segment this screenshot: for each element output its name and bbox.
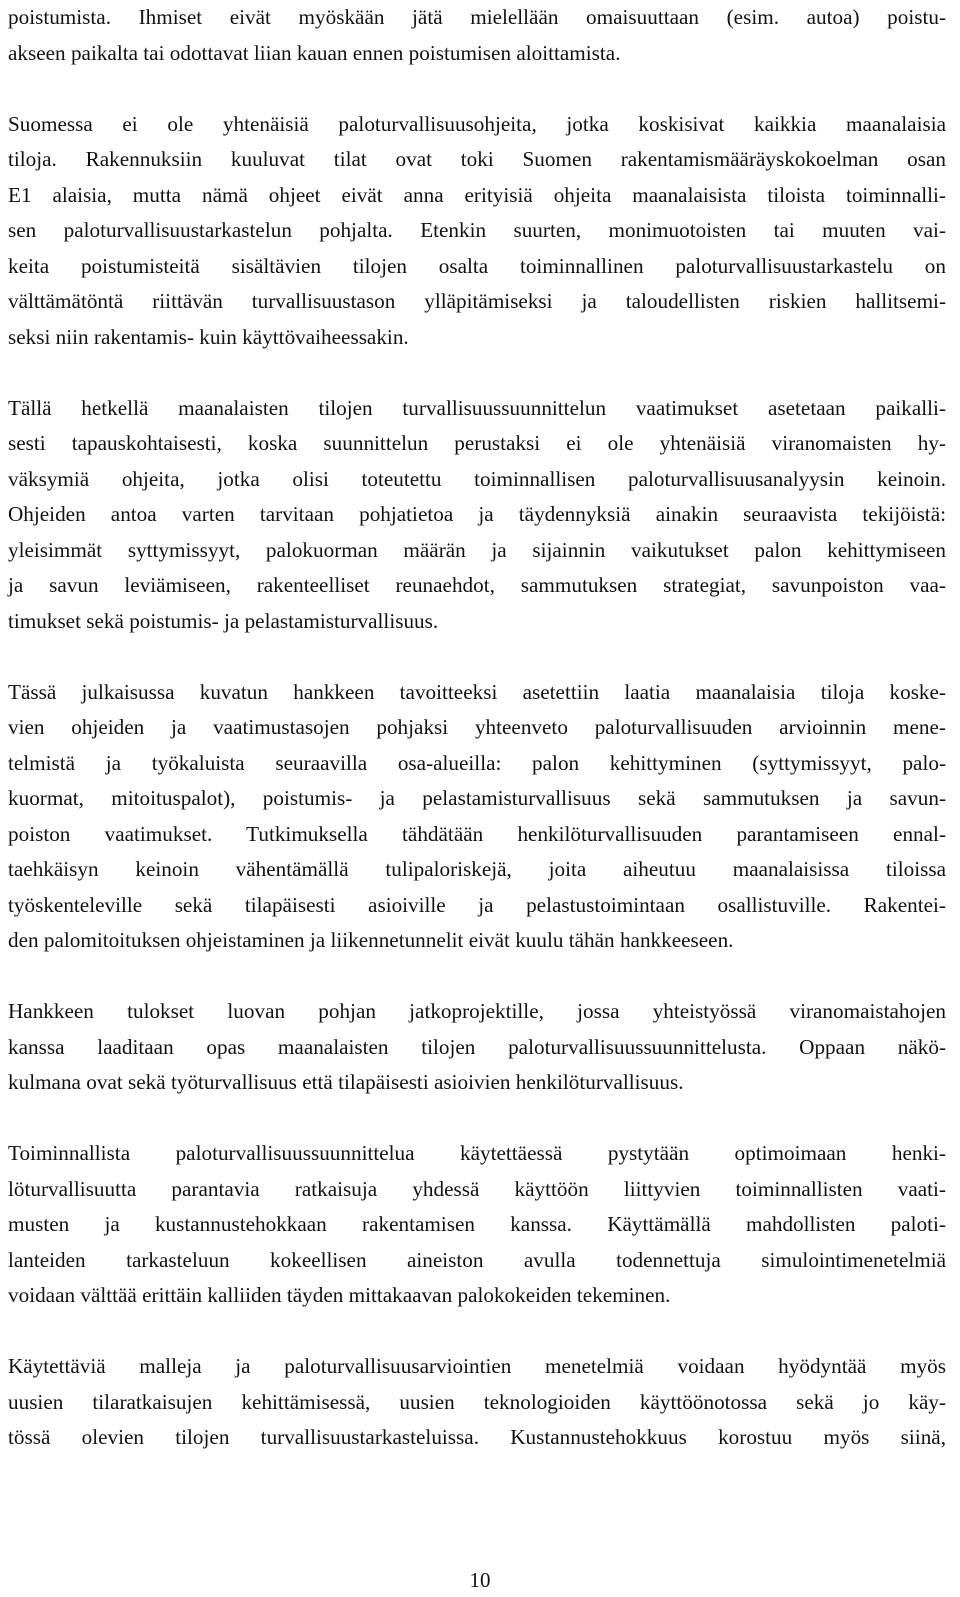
paragraph-gap [8, 639, 946, 675]
text-line: den palomitoituksen ohjeistaminen ja liikennetunnelit eivät kuulu tähän hankkeeseen. [8, 928, 734, 952]
text-line: seksi niin rakentamis- kuin käyttövaiheessakin. [8, 324, 409, 349]
text-line: taehkäisyn keinoin vähentämällä tulipaloriskejä, joita aiheutuu maanalaisissa tiloissa [8, 857, 946, 881]
text-line: timukset sekä poistumis- ja pelastamisturvallisuus. [8, 608, 439, 633]
text-line: ja savun leviämiseen, rakenteelliset reunaehdot, sammutuksen strategiat, savunpoiston vaa- [8, 573, 946, 597]
text-line: sen paloturvallisuustarkastelun pohjalta. Etenkin suurten, monimuotoisten tai muuten vai- [8, 218, 946, 242]
text-line: Ohjeiden antoa varten tarvitaan pohjatietoa ja täydennyksiä ainakin seuraavista tekijöistä: [8, 502, 946, 526]
text-line: E1 alaisia, mutta nämä ohjeet eivät anna erityisiä ohjeita maanalaisista tiloista toiminnalli- [8, 182, 946, 207]
paragraph-7 [8, 1349, 946, 1456]
text-line: tiloja. Rakennuksiin kuuluvat tilat ovat toki Suomen rakentamismääräyskokoelman osan [8, 147, 946, 171]
text-line: lanteiden tarkasteluun kokeellisen aineiston avulla todennettuja simulointimenetelmiä [8, 1247, 946, 1272]
text-line: kanssa laaditaan opas maanalaisten tilojen paloturvallisuussuunnittelusta. Oppaan näkö- [8, 1034, 946, 1059]
text-line: Tällä hetkellä maanalaisten tilojen turvallisuussuunnittelun vaatimukset asetetaan paikalli- [8, 395, 946, 420]
text-line: väksymiä ohjeita, jotka olisi toteutettu toiminnallisen paloturvallisuusanalyysin keinoin. [8, 466, 946, 491]
text-line: keita poistumisteitä sisältävien tilojen osalta toiminnallinen paloturvallisuustarkastelu on [8, 253, 946, 278]
text-line: Hankkeen tulokset luovan pohjan jatkoprojektille, jossa yhteistyössä viranomaistahojen [8, 999, 946, 1023]
paragraph-1 [8, 0, 946, 71]
text-line: Tässä julkaisussa kuvatun hankkeen tavoitteeksi asetettiin laatia maanalaisia tiloja koske- [8, 679, 946, 704]
text-line: yleisimmät syttymissyyt, palokuorman määrän ja sijainnin vaikutukset palon kehittymiseen [8, 537, 946, 562]
text-line: Käytettäviä malleja ja paloturvallisuusarviointien menetelmiä voidaan hyödyntää myös [8, 1354, 946, 1378]
paragraph-4 [8, 675, 946, 959]
text-line: vien ohjeiden ja vaatimustasojen pohjaksi yhteenveto paloturvallisuuden arvioinnin mene- [8, 715, 946, 739]
text-line: välttämätöntä riittävän turvallisuustason ylläpitämiseksi ja taloudellisten riskien hallitsemi- [8, 289, 946, 313]
document-page [8, 0, 946, 1456]
text-line: poiston vaatimukset. Tutkimuksella tähdätään henkilöturvallisuuden parantamiseen ennal- [8, 821, 946, 846]
paragraph-5 [8, 994, 946, 1101]
paragraph-gap [8, 959, 946, 995]
text-line: uusien tilaratkaisujen kehittämisessä, uusien teknologioiden käyttöönotossa sekä jo käy- [8, 1389, 946, 1414]
text-line: löturvallisuutta parantavia ratkaisuja yhdessä käyttöön liittyvien toiminnallisten vaati- [8, 1176, 946, 1201]
paragraph-gap [8, 1314, 946, 1350]
text-line: telmistä ja työkaluista seuraavilla osa-alueilla: palon kehittyminen (syttymissyyt, palo- [8, 750, 946, 775]
text-line: poistumista. Ihmiset eivät myöskään jätä mielellään omaisuuttaan (esim. autoa) poistu- [8, 5, 946, 29]
text-line: voidaan välttää erittäin kalliiden täyden mittakaavan palokokeiden tekeminen. [8, 1283, 671, 1307]
paragraph-gap [8, 355, 946, 391]
text-line: tössä olevien tilojen turvallisuustarkasteluissa. Kustannustehokkuus korostuu myös siinä, [8, 1425, 946, 1449]
text-line: Toiminnallista paloturvallisuussuunnittelua käytettäessä pystytään optimoimaan henki- [8, 1141, 946, 1165]
paragraph-gap [8, 71, 946, 107]
text-line: musten ja kustannustehokkaan rakentamisen kanssa. Käyttämällä mahdollisten paloti- [8, 1212, 946, 1236]
text-line: akseen paikalta tai odottavat liian kauan ennen poistumisen aloittamista. [8, 40, 621, 65]
page-number: 10 [469, 1568, 491, 1592]
paragraph-2 [8, 107, 946, 356]
paragraph-6 [8, 1136, 946, 1314]
paragraph-3 [8, 391, 946, 640]
text-line: kuormat, mitoituspalot), poistumis- ja pelastamisturvallisuus sekä sammutuksen ja savun- [8, 786, 946, 810]
text-line: työskenteleville sekä tilapäisesti asioiville ja pelastustoimintaan osallistuville. Rakentei- [8, 892, 946, 917]
text-line: Suomessa ei ole yhtenäisiä paloturvallisuusohjeita, jotka koskisivat kaikkia maanalaisia [8, 111, 946, 136]
text-line: kulmana ovat sekä työturvallisuus että tilapäisesti asioivien henkilöturvallisuus. [8, 1070, 684, 1094]
paragraph-gap [8, 1101, 946, 1137]
text-line: sesti tapauskohtaisesti, koska suunnittelun perustaksi ei ole yhtenäisiä viranomaisten hy- [8, 431, 946, 455]
